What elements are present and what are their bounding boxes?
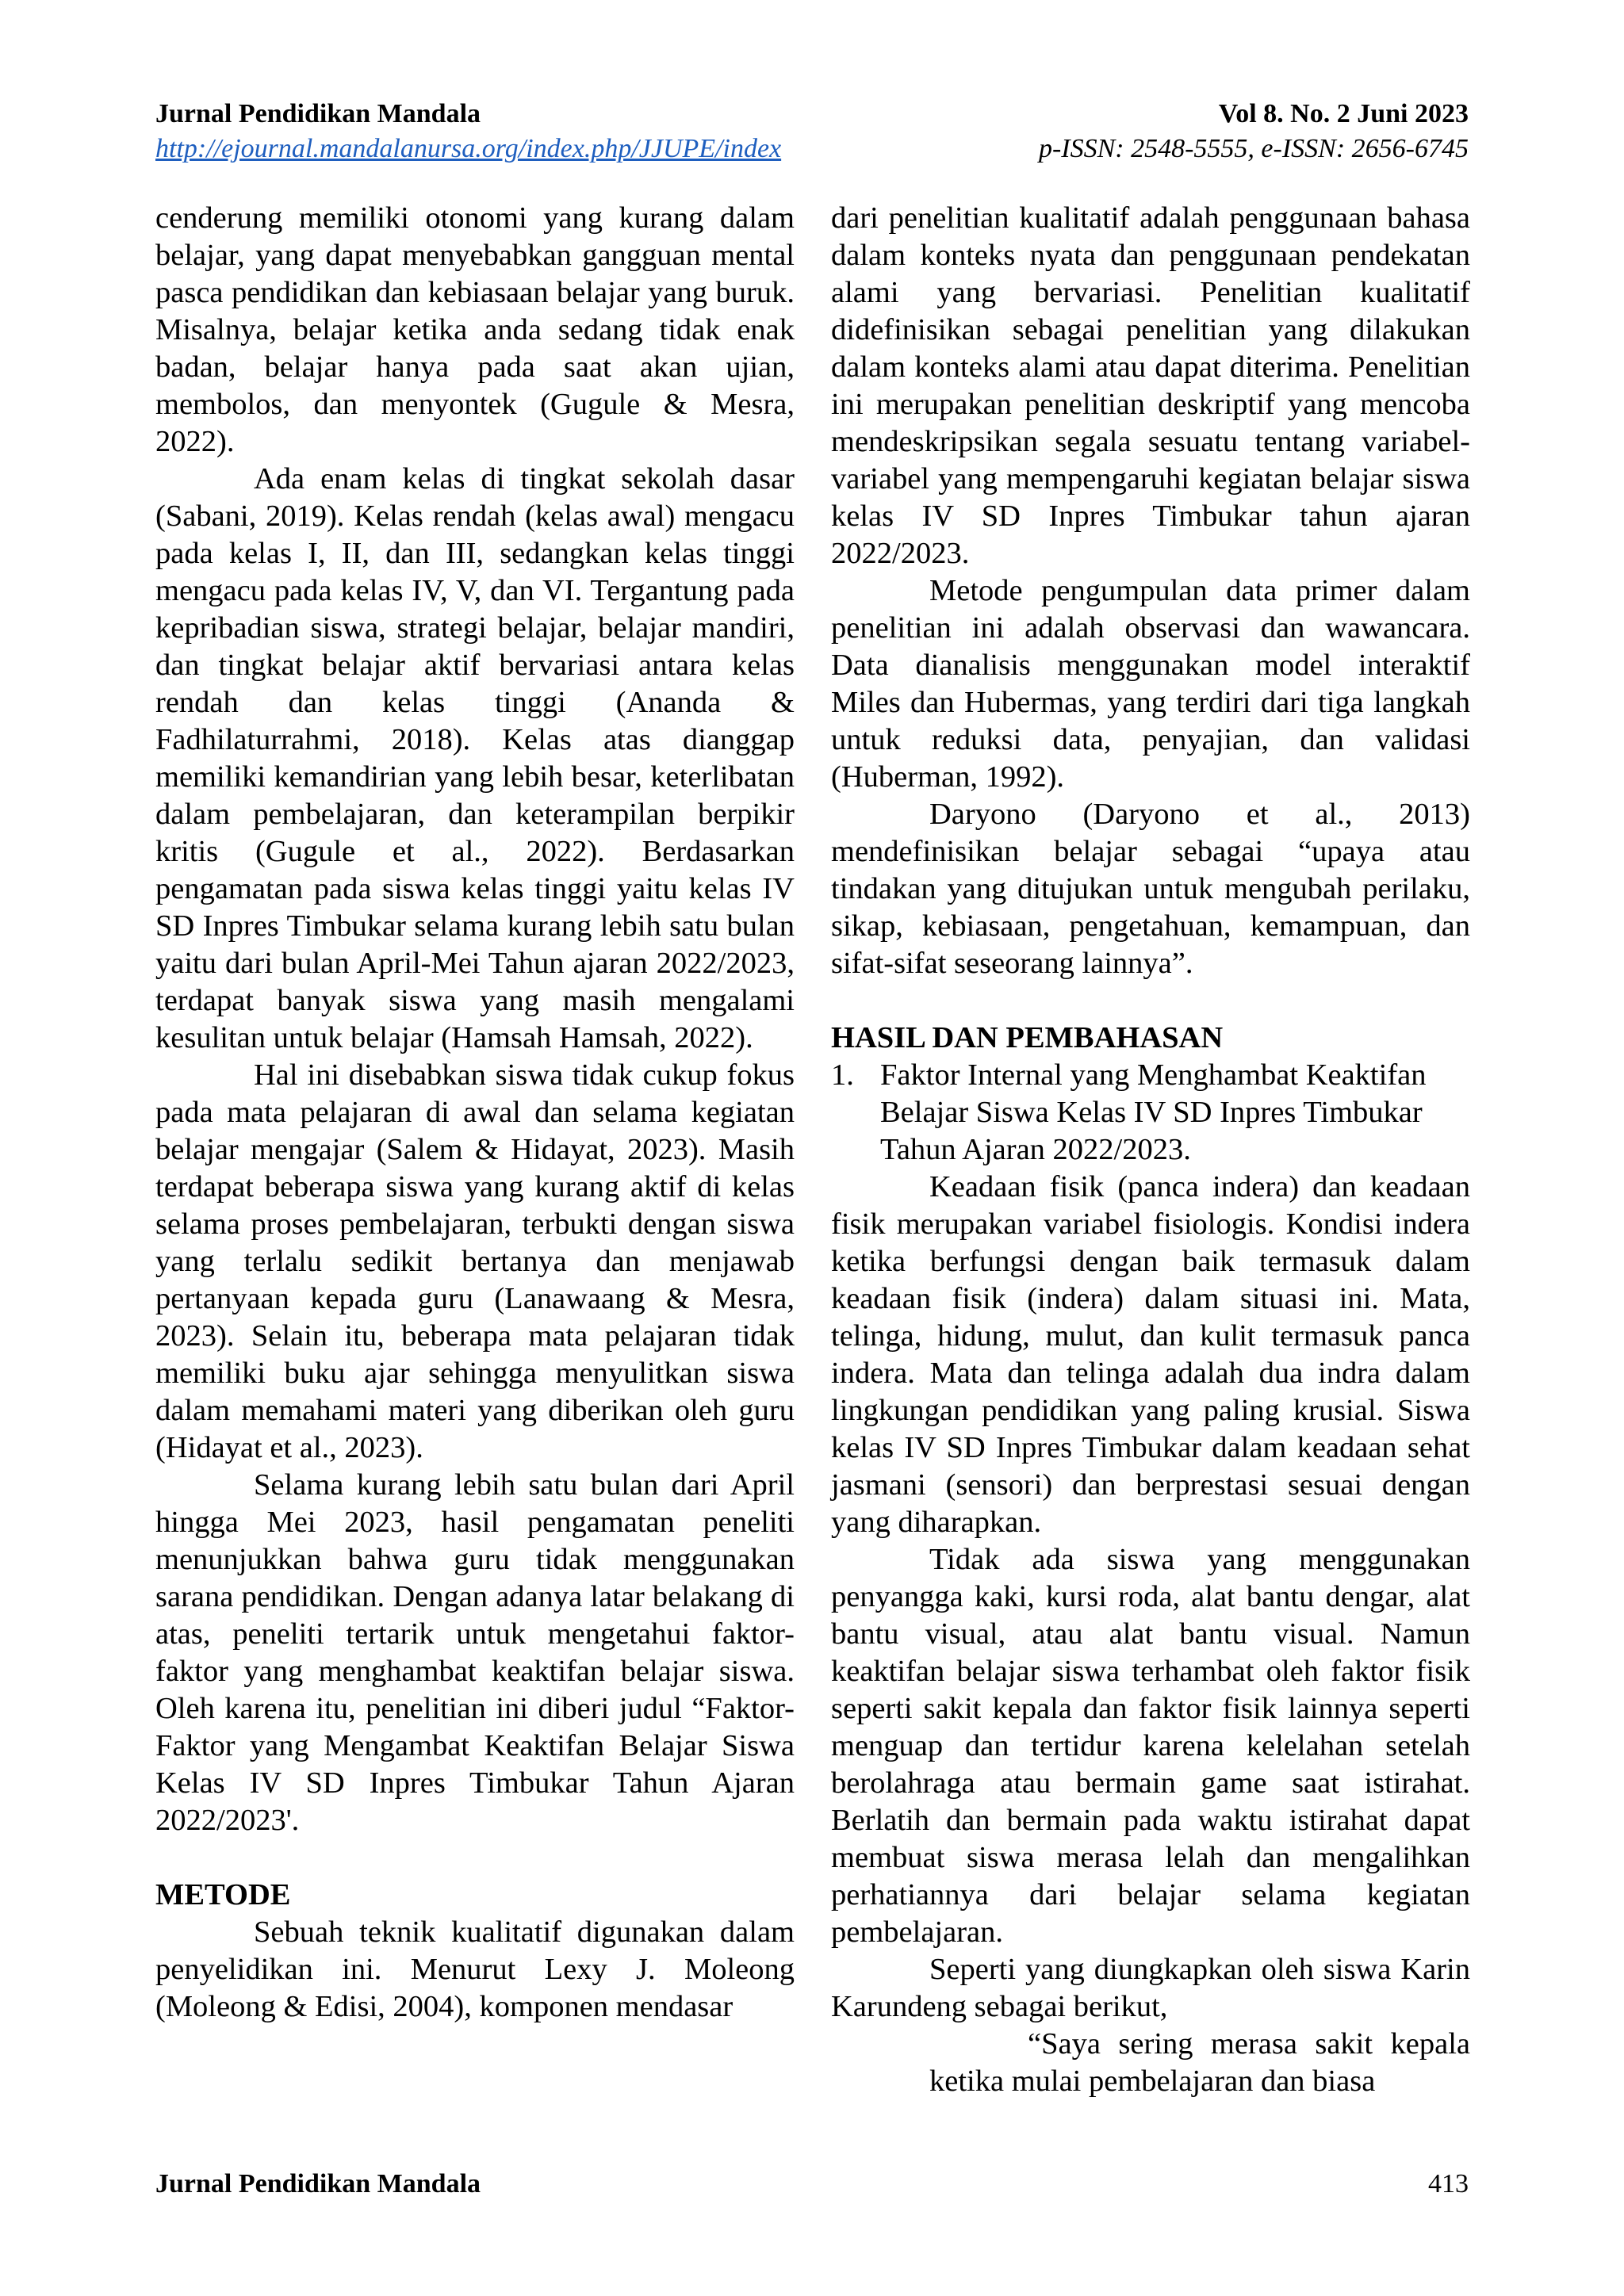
paragraph: Daryono (Daryono et al., 2013) mendefinisikan belajar sebagai “upaya atau tindakan yang ditujukan untuk mengubah perilaku, sikap, kebiasaan, pengetahuan, kemampuan, dan sifat-sifat seseorang lainnya”.	[831, 798, 1470, 980]
paragraph: Ada enam kelas di tingkat sekolah dasar (Sabani, 2019). Kelas rendah (kelas awal) mengacu pada kelas I, II, dan III, sedangkan kelas tinggi mengacu pada kelas IV, V, dan VI. Tergantung pada kepribadian siswa, strategi belajar, belajar mandiri, dan tingkat belajar aktif bervariasi antara kelas rendah dan kelas tinggi (Ananda & Fadhilaturrahmi, 2018). Kelas atas dianggap memiliki kemandirian yang lebih besar, keterlibatan dalam pembelajaran, dan keterampilan berpikir kritis (Gugule et al., 2022). Berdasarkan pengamatan pada siswa kelas tinggi yaitu kelas IV SD Inpres Timbukar selama kurang lebih satu bulan yaitu dari bulan April-Mei Tahun ajaran 2022/2023, terdapat banyak siswa yang masih mengalami kesulitan untuk belajar (Hamsah Hamsah, 2022).	[155, 462, 795, 1054]
paragraph: Selama kurang lebih satu bulan dari April hingga Mei 2023, hasil pengamatan peneliti menunjukkan bahwa guru tidak menggunakan sarana pendidikan. Dengan adanya latar belakang di atas, peneliti tertarik untuk mengetahui faktor-faktor yang menghambat keaktifan belajar siswa. Oleh karena itu, penelitian ini diberi judul “Faktor-Faktor yang Mengambat Keaktifan Belajar Siswa Kelas IV SD Inpres Timbukar Tahun Ajaran 2022/2023'.	[155, 1468, 795, 1837]
list-number: 1.	[831, 1058, 854, 1092]
right-column	[831, 200, 1470, 2100]
page-number: 413	[1428, 2169, 1469, 2198]
left-column	[155, 200, 795, 2026]
page-header	[155, 97, 1469, 166]
page-footer	[155, 2167, 1469, 2202]
interview-quote: “Saya sering merasa sakit kepala ketika mulai pembelajaran dan biasa	[929, 2027, 1470, 2098]
section-heading-hasil: HASIL DAN PEMBAHASAN	[831, 1021, 1224, 1054]
paragraph: Keadaan fisik (panca indera) dan keadaan fisik merupakan variabel fisiologis. Kondisi indera ketika berfungsi dengan baik termasuk dalam keadaan fisik (indera) dalam situasi ini. Mata, telinga, hidung, mulut, dan kulit termasuk panca indera. Mata dan telinga adalah dua indra dalam lingkungan pendidikan yang paling krusial. Siswa kelas IV SD Inpres Timbukar dalam keadaan sehat jasmani (sensori) dan berprestasi sesuai dengan yang diharapkan.	[831, 1170, 1470, 1539]
paragraph: Metode pengumpulan data primer dalam penelitian ini adalah observasi dan wawancara. Data dianalisis menggunakan model interaktif Miles dan Hubermas, yang terdiri dari tiga langkah untuk reduksi data, penyajian, dan validasi (Huberman, 1992).	[831, 574, 1470, 794]
paragraph: Sebuah teknik kualitatif digunakan dalam penyelidikan ini. Menurut Lexy J. Moleong (Moleong & Edisi, 2004), komponen mendasar	[155, 1915, 795, 2023]
paragraph: Hal ini disebabkan siswa tidak cukup fokus pada mata pelajaran di awal dan selama kegiatan belajar mengajar (Salem & Hidayat, 2023). Masih terdapat beberapa siswa yang kurang aktif di kelas selama proses pembelajaran, terbukti dengan siswa yang terlalu sedikit bertanya dan menjawab pertanyaan kepada guru (Lanawaang & Mesra, 2023). Selain itu, beberapa mata pelajaran tidak memiliki buku ajar sehingga menyulitkan siswa dalam memahami materi yang diberikan oleh guru (Hidayat et al., 2023).	[155, 1058, 795, 1464]
paragraph: dari penelitian kualitatif adalah penggunaan bahasa dalam konteks nyata dan penggunaan pendekatan alami yang bervariasi. Penelitian kualitatif didefinisikan sebagai penelitian yang dilakukan dalam konteks alami atau dapat diterima. Penelitian ini merupakan penelitian deskriptif yang mencoba mendeskripsikan segala sesuatu tentang variabel-variabel yang mempengaruhi kegiatan belajar siswa kelas IV SD Inpres Timbukar tahun ajaran 2022/2023.	[831, 201, 1470, 570]
list-item-text: Faktor Internal yang Menghambat Keaktifan Belajar Siswa Kelas IV SD Inpres Timbukar Tahun Ajaran 2022/2023.	[880, 1058, 1427, 1166]
journal-title: Jurnal Pendidikan Mandala	[155, 99, 481, 128]
paragraph: cenderung memiliki otonomi yang kurang dalam belajar, yang dapat menyebabkan gangguan mental pasca pendidikan dan kebiasaan belajar yang buruk. Misalnya, belajar ketika anda sedang tidak enak badan, belajar hanya pada saat akan ujian, membolos, dan menyontek (Gugule & Mesra, 2022).	[155, 201, 795, 458]
footer-journal-title: Jurnal Pendidikan Mandala	[155, 2169, 481, 2198]
journal-url-link[interactable]: http://ejournal.mandalanursa.org/index.php/JJUPE/index	[155, 134, 782, 163]
section-heading-metode: METODE	[155, 1878, 291, 1911]
issn-info: p-ISSN: 2548-5555, e-ISSN: 2656-6745	[1038, 134, 1469, 163]
paragraph: Seperti yang diungkapkan oleh siswa Karin Karundeng sebagai berikut,	[831, 1953, 1470, 2023]
volume-info: Vol 8. No. 2 Juni 2023	[1218, 99, 1469, 128]
paragraph: Tidak ada siswa yang menggunakan penyangga kaki, kursi roda, alat bantu dengar, alat bantu visual, atau alat bantu visual. Namun keaktifan belajar siswa terhambat oleh faktor fisik seperti sakit kepala dan faktor fisik lainnya seperti menguap dan tertidur karena kelelahan setelah berolahraga atau bermain game saat istirahat. Berlatih dan bermain pada waktu istirahat dapat membuat siswa merasa lelah dan mengalihkan perhatiannya dari belajar selama kegiatan pembelajaran.	[831, 1543, 1470, 1949]
list-item	[831, 1057, 1470, 1169]
